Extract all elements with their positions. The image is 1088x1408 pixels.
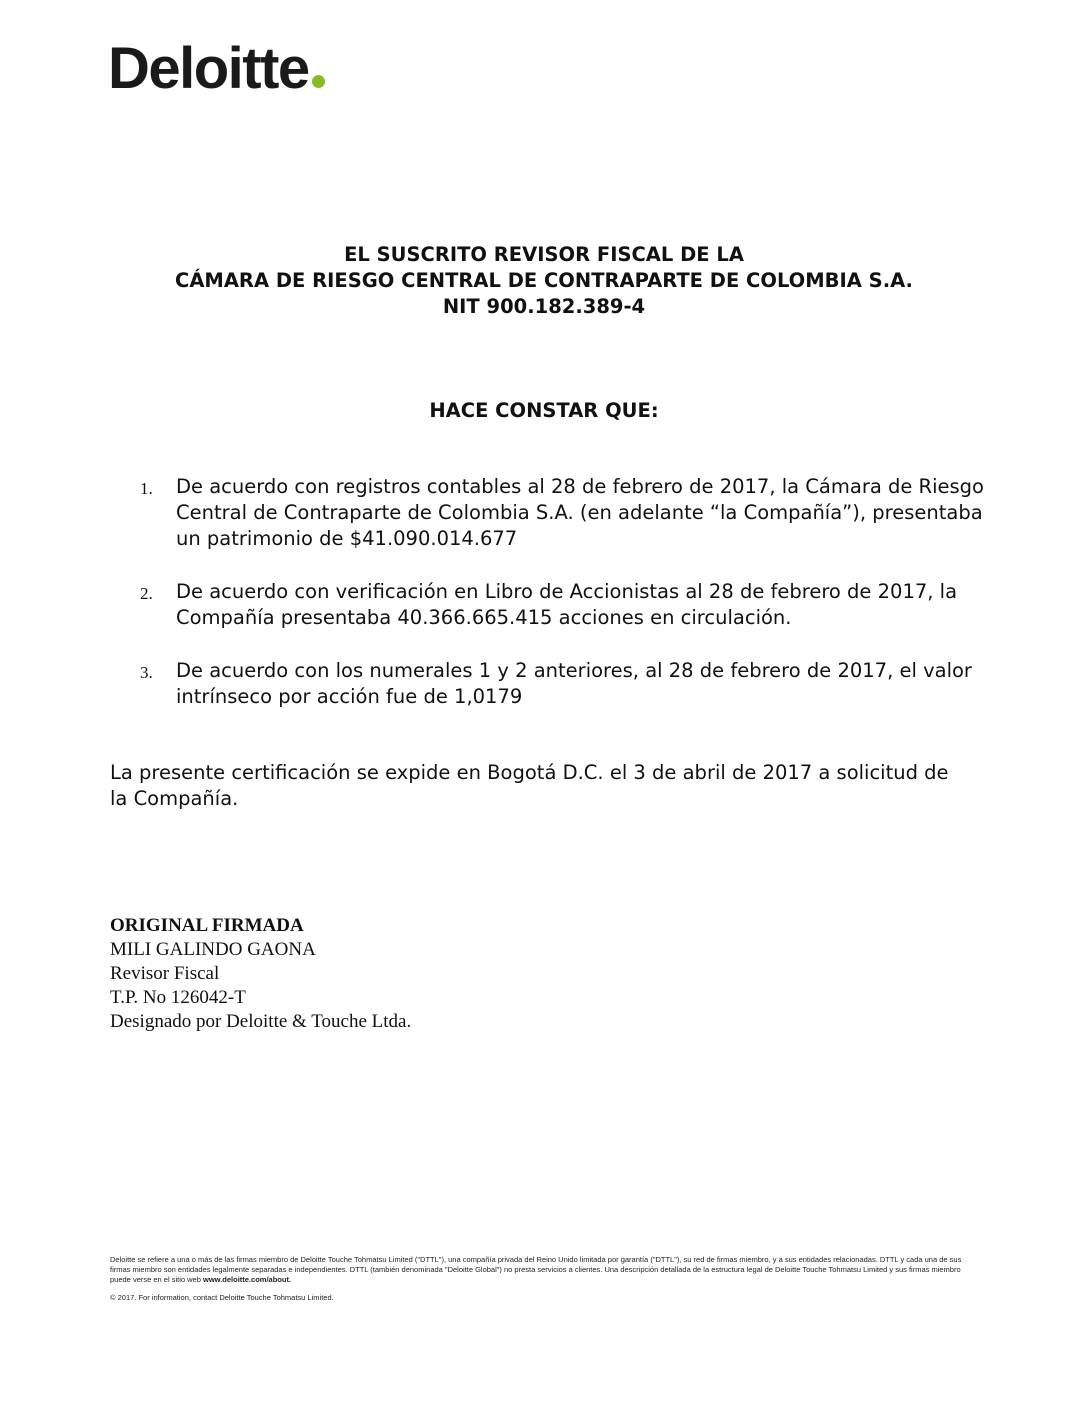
- logo-dot-icon: [312, 75, 325, 88]
- subheading: HACE CONSTAR QUE:: [429, 399, 659, 422]
- list-item: [140, 474, 1000, 552]
- list-item-number: 1.: [140, 479, 153, 498]
- heading-line-3: NIT 900.182.389-4: [442, 295, 646, 318]
- list-item: [140, 579, 1000, 631]
- footer-legal-text: Deloitte se refiere a una o más de las firmas miembro de Deloitte Touche Tohmatsu Limited ("DTTL"), una compañía privada del Reino Unido limitada por garantía ("DTTL"), su red de firmas miembro, y a sus entidades relacionadas. DTTL y cada una de sus firmas miembro son entidades legalmente separadas e independientes. DTTL (también denominada "Deloitte Global") no presta servicios a clientes. Una descripción detallada de la estructura legal de Deloitte Touche Tohmatsu Limited y sus firmas miembro puede verse en el sitio web: [110, 1255, 962, 1284]
- closing-paragraph: La presente certificación se expide en Bogotá D.C. el 3 de abril de 2017 a solicitud de la Compañía.: [110, 761, 949, 810]
- list-item: [140, 658, 1000, 710]
- signer-tp: T.P. No 126042-T: [110, 987, 246, 1008]
- signer-designation: Designado por Deloitte & Touche Ltda.: [110, 1011, 412, 1032]
- list-item-text: De acuerdo con registros contables al 28 de febrero de 2017, la Cámara de Riesgo Central de Contraparte de Colombia S.A. (en adelante “la Compañía”), presentaba un patrimonio de $41.090.014.677: [176, 475, 984, 550]
- list-item-text: De acuerdo con verificación en Libro de Accionistas al 28 de febrero de 2017, la Compañía presentaba 40.366.665.415 acciones en circulación.: [176, 580, 958, 629]
- list-item-number: 2.: [140, 584, 153, 603]
- signer-role: Revisor Fiscal: [110, 963, 220, 984]
- footer-link[interactable]: www.deloitte.com/about.: [202, 1275, 292, 1284]
- heading-line-1: EL SUSCRITO REVISOR FISCAL DE LA: [344, 243, 744, 266]
- legal-footer: [110, 1255, 980, 1303]
- certification-list: [140, 474, 1000, 737]
- document-heading: [0, 242, 1088, 320]
- deloitte-logo: [108, 36, 325, 101]
- signature-status: ORIGINAL FIRMADA: [110, 915, 304, 936]
- footer-copyright: © 2017. For information, contact Deloitte Touche Tohmatsu Limited.: [110, 1293, 334, 1302]
- logo-text: Deloitte: [108, 36, 309, 101]
- heading-line-2: CÁMARA DE RIESGO CENTRAL DE CONTRAPARTE DE COLOMBIA S.A.: [175, 269, 913, 292]
- list-item-number: 3.: [140, 663, 153, 682]
- signature-block: [110, 914, 411, 1034]
- footer-legal: [110, 1255, 980, 1285]
- signer-name: MILI GALINDO GAONA: [110, 939, 316, 960]
- list-item-text: De acuerdo con los numerales 1 y 2 anteriores, al 28 de febrero de 2017, el valor intrínseco por acción fue de 1,0179: [176, 659, 972, 708]
